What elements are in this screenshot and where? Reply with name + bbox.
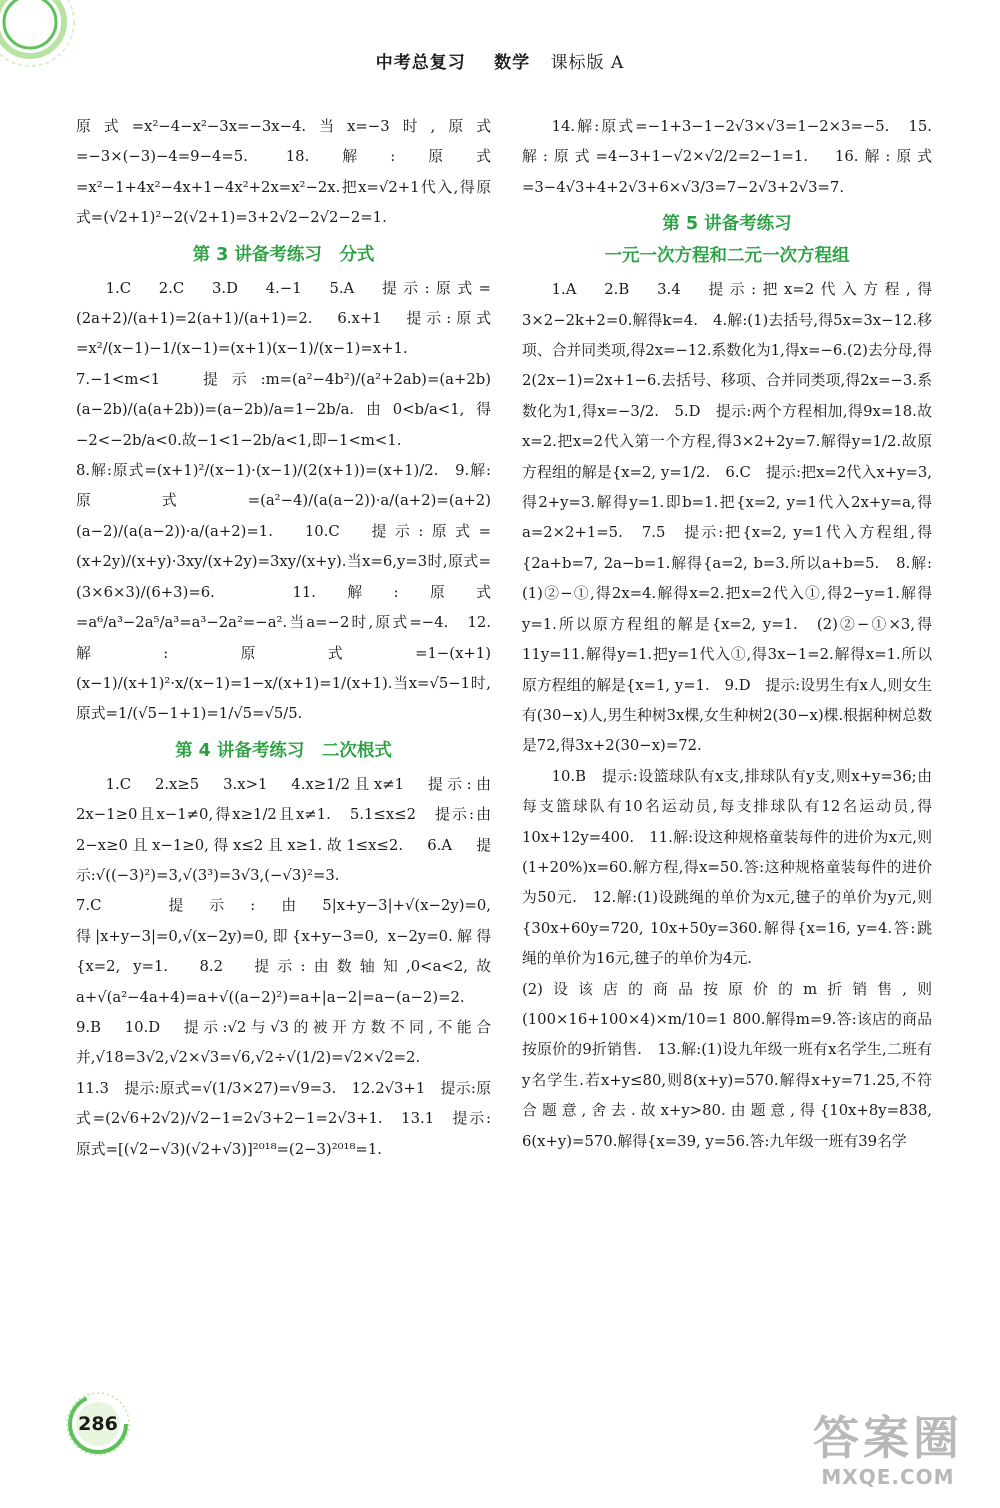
header-edition: 课标版 A [550,53,625,73]
answer-paragraph: 14.解:原式=−1+3−1−2√3×√3=1−2×3=−5. 15.解:原式=4−3+1−√2×√2/2=2−1=1. 16.解:原式=3−4√3+4+2√3+6×√3/3=7−2√3+2√3=7. [522,118,932,196]
answer-paragraph: 原式=x²−4−x²−3x=−3x−4.当x=−3时,原式=−3×(−3)−4=9−4=5. 18.解:原式=x²−1+4x²−4x+1−4x²+2x=x²−2x.把x=√2+1代入,得原式=(√2+1)²−2(√2+1)=3+2√2−2√2−2=1. [76,118,491,227]
watermark-url: MXQE.COM [821,1465,955,1489]
answer-paragraph: 7.C 提示:由5|x+y−3|+√(x−2y)=0,得|x+y−3|=0,√(x−2y)=0,即{x+y−3=0, x−2y=0.解得{x=2, y=1. 8.2 提示:由数轴知,0<a<2,故a+√(a²−4a+4)=a+√((a−2)²)=a+|a−2|=a−(a−2)=2. 9.B 10.D 提示:√2与√3的被开方数不同,不能合并,√18=3√2,√2×√3=√6,√2÷√(1/2)=√2×√2=2. [76,897,491,1067]
section-subtitle-lesson-5: 一元一次方程和二元一次方程组 [604,246,850,267]
answer-paragraph: 1.C 2.C 3.D 4.−1 5.A 提示:原式=(2a+2)/(a+1)=2(a+1)/(a+1)=2. 6.x+1 提示:原式=x²/(x−1)−1/(x−1)=(x+1)(x−1)/(x−1)=x+1. 7.−1<m<1 提示:m=(a²−4b²)/(a²+2ab)=(a+2b)(a−2b)/(a(a+2b))=(a−2b)/a=1−2b/a.由0<b/a<1,得−2<−2b/a<0.故−1<1−2b/a<1,即−1<m<1. [76,279,491,449]
section-title-lesson-3: 第 3 讲备考练习 分式 [192,244,375,265]
page-header [0,48,1000,73]
answer-paragraph: 10.B 提示:设篮球队有x支,排球队有y支,则x+y=36;由每支篮球队有10名运动员,每支排球队有12名运动员,得10x+12y=400. 11.解:设这种规格童装每件的进价为x元,则(1+20%)x=60.解方程,得x=50.答:这种规格童装每件的进价为50元. 12.解:(1)设跳绳的单价为x元,毽子的单价为y元,则{30x+60y=720, 10x+50y=360.解得{x=16, y=4.答:跳绳的单价为16元,毽子的单价为4元. [522,767,932,968]
watermark-logo-text: 答案圈 [813,1411,963,1465]
right-column [522,112,932,1157]
left-column [76,112,491,1165]
answer-paragraph: 11.3 提示:原式=√(1/3×27)=√9=3. 12.2√3+1 提示:原式=(2√6+2√2)/√2−1=2√3+2−1=2√3+1. 13.1 提示:原式=[(√2−√3)(√2+√3)]²⁰¹⁸=(2−3)²⁰¹⁸=1. [76,1079,491,1158]
header-book-title: 中考总复习 [375,53,466,73]
answer-paragraph: 1.A 2.B 3.4 提示:把x=2代入方程,得3×2−2k+2=0.解得k=4. 4.解:(1)去括号,得5x=3x−12.移项、合并同类项,得2x=−12.系数化为1,得x=−6.(2)去分母,得2(2x−1)=2x+1−6.去括号、移项、合并同类项,得2x=−3.系数化为1,得x=−3/2. 5.D 提示:两个方程相加,得9x=18.故x=2.把x=2代入第一个方程,得3×2+2y=7.解得y=1/2.故原方程组的解是{x=2, y=1/2. 6.C 提示:把x=2代入x+y=3,得2+y=3.解得y=1.即b=1.把{x=2, y=1代入2x+y=a,得a=2×2+1=5. 7.5 提示:把{x=2, y=1代入方程组,得{2a+b=7, 2a−b=1.解得{a=2, b=3.所以a+b=5. 8.解:(1)②−①,得2x=4.解得x=2.把x=2代入①,得2−y=1.解得y=1.所以原方程组的解是{x=2, y=1. (2)②−①×3,得11y=11.解得y=1.把y=1代入①,得3x−1=2.解得x=1.所以原方程组的解是{x=1, y=1. 9.D 提示:设男生有x人,则女生有(30−x)人,男生种树3x棵,女生种树2(30−x)棵.根据种树总数是72,得3x+2(30−x)=72. [522,281,932,755]
answer-paragraph: (2)设该店的商品按原价的m折销售,则(100×16+100×4)×m/10=1 800.解得m=9.答:该店的商品按原价的9折销售. 13.解:(1)设九年级一班有x名学生,二班有y名学生.若x+y≤80,则8(x+y)=570.解得x+y=71.25,不符合题意,舍去.故x+y>80.由题意,得{10x+8y=838, 6(x+y)=570.解得{x=39, y=56.答:九年级一班有39名学 [522,980,932,1150]
answer-paragraph: 8.解:原式=(x+1)²/(x−1)·(x−1)/(2(x+1))=(x+1)/2. 9.解:原式=(a²−4)/(a(a−2))·a/(a+2)=(a+2)(a−2)/(a(a−2))·a/(a+2)=1. 10.C 提示:原式=(x+2y)/(x+y)·3xy/(x+2y)=3xy/(x+y).当x=6,y=3时,原式=(3×6×3)/(6+3)=6. 11.解:原式=a⁶/a³−2a⁵/a³=a³−2a²=−a².当a=−2时,原式=−4. 12.解:原式=1−(x+1)(x−1)/(x+1)²·x/(x−1)=1−x/(x+1)=1/(x+1).当x=√5−1时,原式=1/(√5−1+1)=1/√5=√5/5. [76,462,491,723]
watermark [788,1410,988,1500]
section-title-lesson-5: 第 5 讲备考练习 [662,214,792,235]
page-number: 286 [78,1413,118,1435]
header-subject: 数学 [494,53,531,73]
answer-paragraph: 1.C 2.x≥5 3.x>1 4.x≥1/2且x≠1 提示:由2x−1≥0且x−1≠0,得x≥1/2且x≠1. 5.1≤x≤2 提示:由2−x≥0且x−1≥0,得x≤2且x≥1.故1≤x≤2. 6.A 提示:√((−3)²)=3,√(3³)=3√3,(−√3)²=3. [76,775,491,884]
section-title-lesson-4: 第 4 讲备考练习 二次根式 [175,740,392,761]
